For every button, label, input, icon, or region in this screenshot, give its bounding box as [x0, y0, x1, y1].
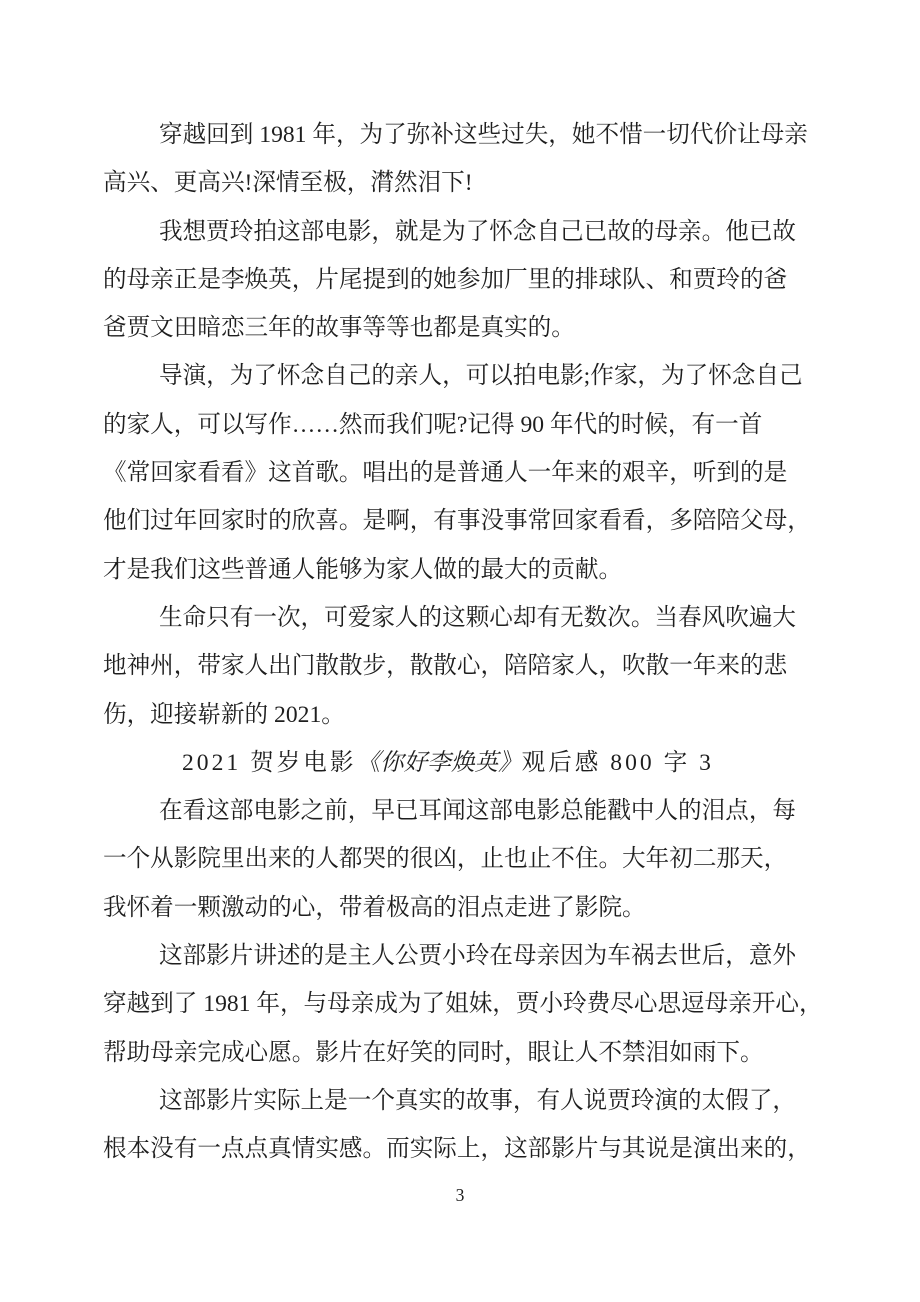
text-line	[103, 739, 813, 787]
text-line: 穿越回到 1981 年，为了弥补这些过失，她不惜一切代价让母亲	[159, 122, 808, 148]
text-line: 这部影片讲述的是主人公贾小玲在母亲因为车祸去世后，意外	[159, 943, 797, 970]
text-line: 的母亲正是李焕英，片尾提到的她参加厂里的排球队、和贾玲的爸	[103, 266, 788, 293]
text-line: 帮助母亲完成心愿。影片在好笑的同时，眼让人不禁泪如雨下。	[103, 1039, 764, 1066]
text-line: 在看这部电影之前，早已耳闻这部电影总能戳中人的泪点，每	[159, 798, 797, 825]
book-title-italic: 《你好李焕英》	[356, 749, 522, 776]
text-line: 他们过年回家时的欣喜。是啊，有事没事常回家看看，多陪陪父母，	[103, 508, 811, 535]
text-line: 穿越到了 1981 年，与母亲成为了姐妹，贾小玲费尽心思逗母亲开心，	[103, 991, 823, 1018]
text-line: 生命只有一次，可爱家人的这颗心却有无数次。当春风吹遍大	[159, 604, 797, 631]
text-line: 我怀着一颗激动的心，带着极高的泪点走进了影院。	[103, 894, 646, 921]
heading-text: 2021 贺岁电影	[182, 749, 357, 776]
text-line: 根本没有一点点真情实感。而实际上，这部影片与其说是演出来的，	[103, 1136, 811, 1163]
page-number: 3	[455, 1185, 465, 1205]
text-line: 我想贾玲拍这部电影，就是为了怀念自己已故的母亲。他已故	[159, 218, 797, 245]
text-line: 的家人，可以写作……然而我们呢?记得 90 年代的时候，有一首	[103, 411, 763, 438]
heading-text: 观后感 800 字 3	[521, 749, 714, 776]
text-line: 才是我们这些普通人能够为家人做的最大的贡献。	[103, 556, 623, 583]
document-body	[103, 111, 823, 1174]
text-line: 一个从影院里出来的人都哭的很凶，止也止不住。大年初二那天，	[103, 846, 788, 873]
text-line: 伤，迎接崭新的 2021。	[103, 701, 345, 728]
text-line: 爸贾文田暗恋三年的故事等等也都是真实的。	[103, 315, 575, 342]
text-line: 《常回家看看》这首歌。唱出的是普通人一年来的艰辛，听到的是	[103, 460, 788, 487]
text-line: 地神州，带家人出门散散步，散散心，陪陪家人，吹散一年来的悲	[103, 653, 788, 680]
text-line: 高兴、更高兴!深情至极，潸然泪下!	[103, 170, 473, 197]
text-line: 这部影片实际上是一个真实的故事，有人说贾玲演的太假了，	[159, 1087, 797, 1114]
text-line: 导演，为了怀念自己的亲人，可以拍电影;作家，为了怀念自己	[159, 363, 803, 390]
